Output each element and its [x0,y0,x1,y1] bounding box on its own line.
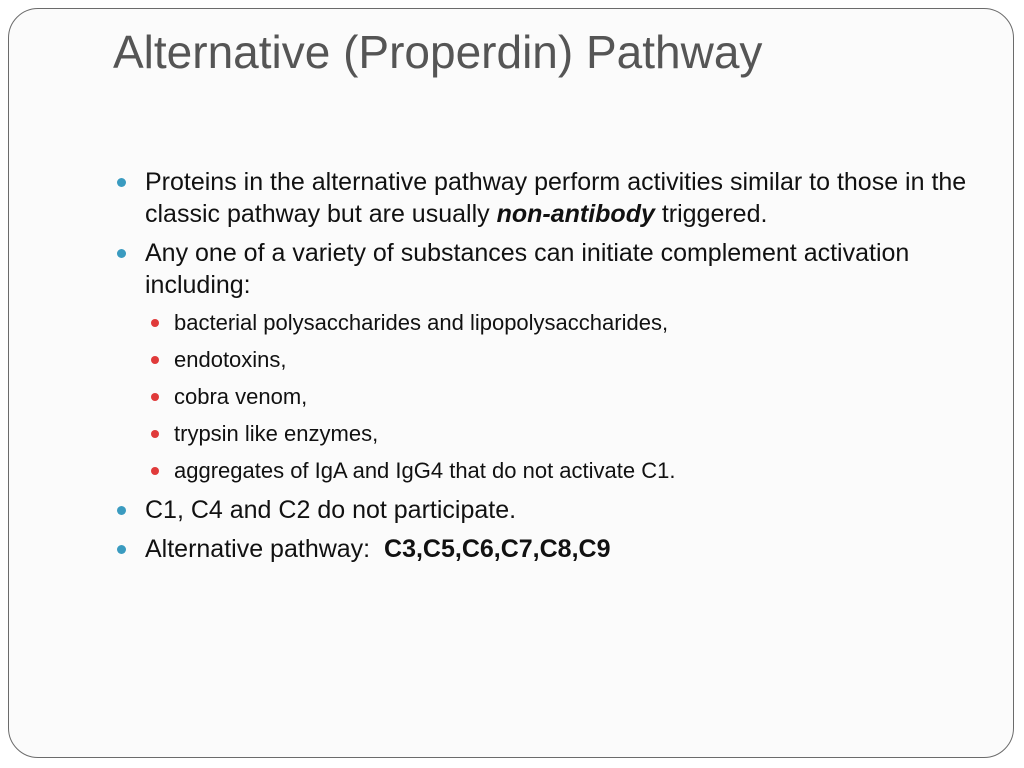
bullet-value: C3,C5,C6,C7,C8,C9 [384,535,611,563]
bullet-label: Alternative pathway: [145,535,385,563]
bullet-dot-icon [117,178,126,187]
bullet-emphasis: non-antibody [496,200,655,228]
sub-bullet-text: bacterial polysaccharides and lipopolysaccharides, [174,310,669,335]
bullet-text: C1, C4 and C2 do not participate. [145,496,517,524]
sub-bullet-text: aggregates of IgA and IgG4 that do not activate C1. [174,458,676,483]
sub-bullet-dot-icon [151,356,159,364]
bullet-item [113,166,973,230]
sub-bullet-item [113,345,973,375]
bullet-item [113,494,973,526]
sub-bullet-text: endotoxins, [174,347,287,372]
bullet-text: Proteins in the alternative pathway perform activities similar to those in the classic pathway but are usually [145,168,967,228]
sub-bullet-text: cobra venom, [174,384,308,409]
sub-bullet-text: trypsin like enzymes, [174,421,379,446]
bullet-item [113,237,973,301]
bullet-dot-icon [117,249,126,258]
sub-bullet-item [113,382,973,412]
slide-title: Alternative (Properdin) Pathway [113,26,763,78]
sub-bullet-list [113,308,973,486]
sub-bullet-dot-icon [151,430,159,438]
sub-bullet-dot-icon [151,393,159,401]
sub-bullet-item [113,419,973,449]
bullet-text: Any one of a variety of substances can initiate complement activation including: [145,239,910,299]
bullet-dot-icon [117,545,126,554]
sub-bullet-dot-icon [151,467,159,475]
bullet-text: triggered. [654,200,768,228]
bullet-dot-icon [117,506,126,515]
slide-body [113,166,973,572]
bullet-item [113,533,973,565]
sub-bullet-dot-icon [151,319,159,327]
sub-bullet-item [113,456,973,486]
sub-bullet-item [113,308,973,338]
